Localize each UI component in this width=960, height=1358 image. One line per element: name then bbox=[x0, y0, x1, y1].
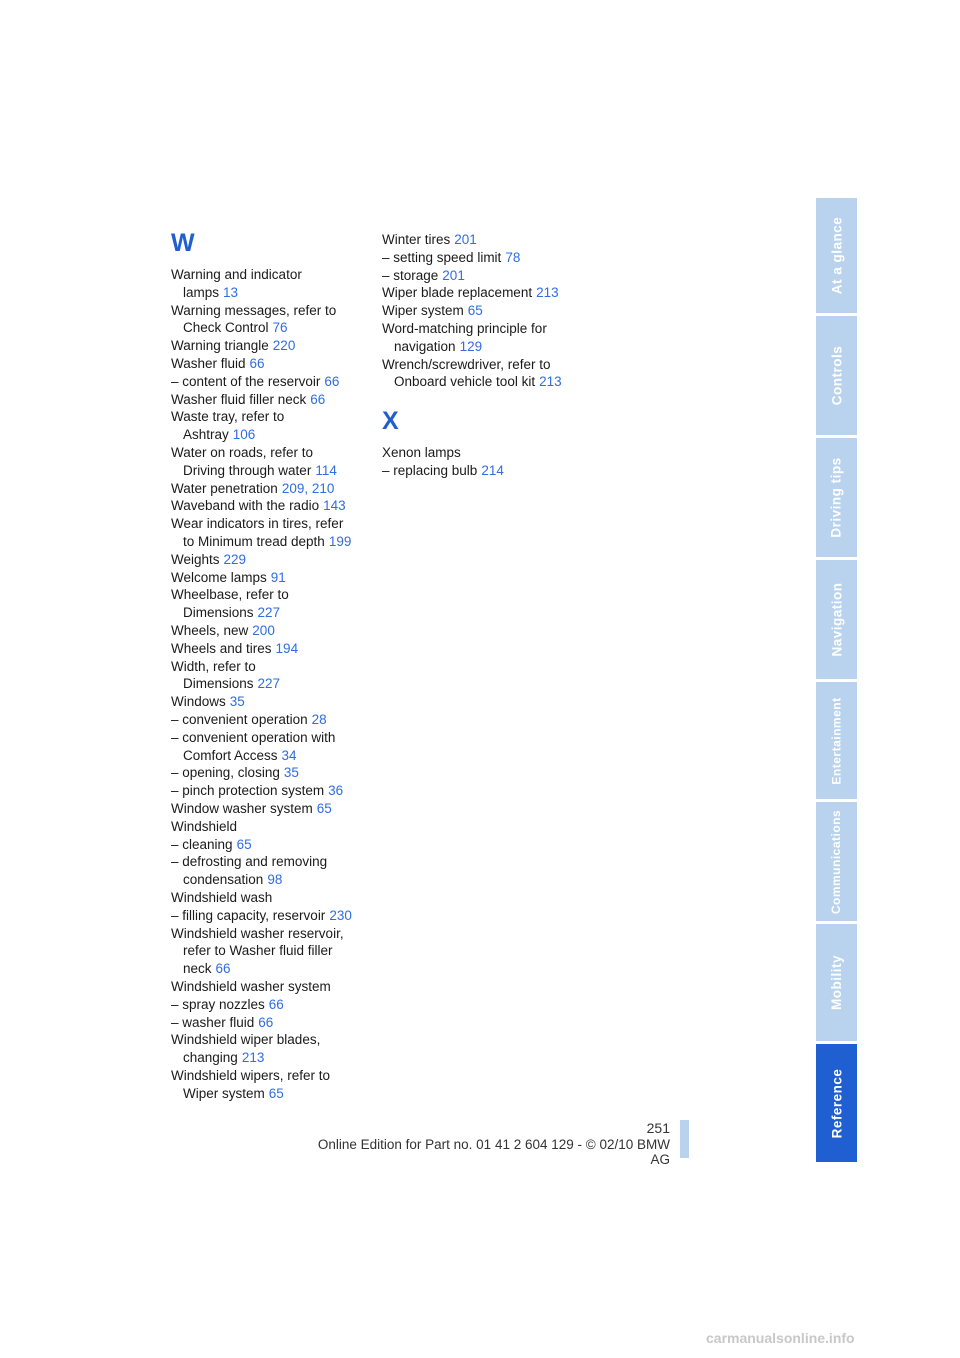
index-entry bbox=[171, 497, 346, 515]
chapter-tab-label: Mobility bbox=[829, 955, 844, 1010]
page-reference-link[interactable]: 78 bbox=[505, 249, 521, 265]
section-letter-w: W bbox=[171, 229, 195, 257]
page-reference-link[interactable]: 201 bbox=[454, 232, 477, 247]
entry-term: Wiper blade replacement 213 bbox=[382, 285, 559, 301]
entry-term: Windshield wash bbox=[171, 890, 273, 905]
page-reference-link[interactable]: 129 bbox=[459, 338, 483, 354]
entry-continuation: Dimensions bbox=[183, 676, 254, 692]
chapter-tab-label: Communications bbox=[829, 809, 844, 914]
index-entry bbox=[382, 302, 483, 320]
page-reference-link[interactable]: 106 bbox=[232, 427, 256, 443]
index-entry bbox=[382, 249, 520, 267]
page-reference-link[interactable]: 91 bbox=[270, 569, 286, 585]
entry-term: Windshield bbox=[171, 818, 238, 834]
entry-continuation: Comfort Access bbox=[183, 747, 278, 763]
index-entry bbox=[382, 231, 477, 249]
index-entry bbox=[171, 444, 337, 480]
page-reference-link[interactable]: 213 bbox=[536, 285, 559, 301]
entry-term: Windshield washer system bbox=[171, 979, 331, 994]
page-reference-link[interactable]: 66 bbox=[268, 996, 284, 1012]
entry-line bbox=[171, 319, 336, 337]
index-entry bbox=[171, 551, 246, 569]
page-reference-link[interactable]: 213 bbox=[539, 374, 562, 390]
footer-bar bbox=[680, 1120, 689, 1158]
entry-line bbox=[171, 960, 344, 978]
index-entry bbox=[382, 320, 547, 356]
entry-continuation: refer to Washer fluid filler bbox=[183, 943, 333, 959]
index-entry bbox=[171, 996, 284, 1014]
entry-term: – cleaning 65 bbox=[171, 836, 252, 852]
chapter-tab-reference[interactable] bbox=[816, 1044, 857, 1162]
page-reference-link[interactable]: 143 bbox=[323, 498, 346, 514]
page-reference-link[interactable]: 214 bbox=[481, 462, 504, 478]
index-entry bbox=[171, 925, 344, 978]
entry-line bbox=[171, 1085, 330, 1103]
page-reference-link[interactable]: 229 bbox=[223, 551, 247, 567]
index-entry bbox=[171, 800, 332, 818]
index-entry bbox=[382, 356, 562, 392]
index-entry bbox=[171, 408, 284, 444]
section-letter-x: X bbox=[382, 407, 399, 435]
page-reference-link[interactable]: 65 bbox=[316, 801, 332, 816]
entry-continuation: lamps bbox=[183, 284, 220, 300]
entry-term: Wiper system 65 bbox=[382, 303, 483, 319]
index-entry bbox=[171, 907, 352, 925]
entry-term: Windshield wipers, refer to bbox=[171, 1068, 331, 1083]
page-reference-link[interactable]: 34 bbox=[281, 747, 297, 763]
entry-line bbox=[171, 426, 284, 444]
index-entry bbox=[171, 1014, 273, 1032]
entry-term: Width, refer to bbox=[171, 658, 256, 674]
page-reference-link[interactable]: 66 bbox=[249, 356, 265, 371]
chapter-tab-mobility[interactable] bbox=[816, 924, 857, 1041]
index-entry bbox=[171, 515, 351, 551]
entry-continuation: navigation bbox=[394, 338, 456, 354]
entry-term: Water penetration 209, 210 bbox=[171, 480, 335, 496]
index-entry bbox=[171, 337, 295, 355]
entry-line bbox=[171, 604, 289, 622]
entry-term: Windshield washer reservoir, bbox=[171, 925, 344, 941]
entry-term: Waste tray, refer to bbox=[171, 409, 285, 425]
page-reference-link[interactable]: 66 bbox=[324, 373, 340, 389]
edition-footer: Online Edition for Part no. 01 41 2 604 129 - © 02/10 BMW AG bbox=[317, 1137, 670, 1167]
entry-term: Warning and indicator bbox=[171, 267, 302, 282]
chapter-tab-label: Controls bbox=[829, 345, 844, 406]
chapter-tab-label: Driving tips bbox=[829, 457, 845, 538]
entry-term: – spray nozzles 66 bbox=[171, 996, 284, 1012]
entry-term: – convenient operation with bbox=[171, 729, 336, 745]
page-reference-link[interactable]: 114 bbox=[315, 462, 337, 478]
entry-term: Washer fluid 66 bbox=[171, 356, 265, 371]
chapter-tab-controls[interactable] bbox=[816, 316, 857, 435]
entry-line bbox=[171, 1049, 320, 1067]
page-reference-link[interactable]: 209 bbox=[281, 480, 305, 496]
page-reference-link[interactable]: 35 bbox=[229, 694, 245, 710]
entry-term: Xenon lamps bbox=[382, 445, 461, 460]
chapter-tab-driving-tips[interactable] bbox=[816, 438, 857, 557]
entry-term: Waveband with the radio 143 bbox=[171, 498, 346, 514]
page-reference-link[interactable]: 227 bbox=[257, 605, 281, 621]
page-reference-link[interactable]: 66 bbox=[258, 1014, 274, 1030]
index-entry bbox=[382, 444, 461, 462]
index-entry bbox=[171, 729, 335, 765]
chapter-tab-navigation[interactable] bbox=[816, 560, 857, 679]
page-reference-link[interactable]: 66 bbox=[215, 961, 231, 977]
entry-term: Wear indicators in tires, refer bbox=[171, 516, 344, 532]
entry-line bbox=[171, 675, 280, 693]
entry-term: – defrosting and removing bbox=[171, 854, 328, 870]
chapter-tab-at-a-glance[interactable] bbox=[816, 198, 857, 313]
page-reference-link[interactable]: 213 bbox=[241, 1050, 265, 1066]
page-reference-link[interactable]: 76 bbox=[272, 320, 288, 336]
chapter-tab-label: Entertainment bbox=[829, 696, 844, 785]
page-separator: , bbox=[304, 480, 312, 496]
entry-continuation: changing bbox=[183, 1050, 238, 1066]
page-reference-link[interactable]: 210 bbox=[311, 480, 335, 496]
watermark-text: carmanualsonline.info bbox=[706, 1330, 855, 1346]
index-entry bbox=[171, 889, 272, 907]
entry-continuation: Check Control bbox=[183, 320, 269, 336]
entry-term: – opening, closing 35 bbox=[171, 765, 299, 781]
entry-line bbox=[171, 462, 337, 480]
chapter-tab-label: At a glance bbox=[829, 216, 844, 295]
entry-term: – content of the reservoir 66 bbox=[171, 373, 340, 389]
index-entry bbox=[171, 818, 237, 836]
page-reference-link[interactable]: 13 bbox=[223, 284, 239, 300]
page-reference-link[interactable]: 200 bbox=[252, 623, 275, 638]
page-reference-link[interactable]: 28 bbox=[311, 712, 327, 727]
index-entry bbox=[171, 391, 325, 409]
entry-continuation: Ashtray bbox=[183, 427, 229, 443]
page-reference-link[interactable]: 35 bbox=[283, 765, 299, 781]
entry-continuation: to Minimum tread depth bbox=[183, 533, 325, 549]
index-entry bbox=[382, 462, 504, 480]
entry-term: – washer fluid 66 bbox=[171, 1014, 274, 1030]
index-entry bbox=[171, 355, 265, 373]
index-entry bbox=[171, 480, 334, 498]
entry-line bbox=[382, 373, 562, 391]
entry-term: Windshield wiper blades, bbox=[171, 1032, 321, 1048]
entry-line bbox=[171, 284, 302, 302]
entry-continuation: Dimensions bbox=[183, 605, 254, 621]
entry-line bbox=[171, 747, 335, 765]
page-reference-link[interactable]: 36 bbox=[328, 783, 344, 799]
page-reference-link[interactable]: 199 bbox=[328, 533, 352, 549]
chapter-tab-label: Reference bbox=[829, 1068, 845, 1138]
entry-term: – setting speed limit 78 bbox=[382, 249, 521, 265]
index-entry bbox=[171, 1067, 330, 1103]
entry-term: Winter tires 201 bbox=[382, 232, 477, 247]
page-reference-link[interactable]: 227 bbox=[257, 676, 281, 692]
entry-term: Windows 35 bbox=[171, 694, 245, 710]
chapter-tab-label: Navigation bbox=[829, 582, 845, 657]
index-entry bbox=[171, 302, 336, 338]
index-entry bbox=[171, 782, 343, 800]
page-reference-link[interactable]: 230 bbox=[329, 907, 352, 923]
entry-line bbox=[171, 871, 327, 889]
page-reference-link[interactable]: 65 bbox=[268, 1085, 284, 1101]
page-reference-link[interactable]: 65 bbox=[467, 303, 483, 319]
page-reference-link[interactable]: 194 bbox=[275, 640, 299, 656]
entry-line bbox=[171, 942, 344, 960]
index-entry bbox=[171, 978, 331, 996]
entry-term: Water on roads, refer to bbox=[171, 445, 314, 460]
index-entry bbox=[171, 586, 289, 622]
chapter-tab-entertainment[interactable] bbox=[816, 682, 857, 799]
entry-term: – storage 201 bbox=[382, 267, 465, 283]
entry-term: Word-matching principle for bbox=[382, 321, 547, 336]
chapter-tab-communications[interactable] bbox=[816, 802, 857, 921]
entry-term: – replacing bulb 214 bbox=[382, 462, 504, 478]
entry-continuation: Wiper system bbox=[183, 1085, 265, 1101]
index-entry bbox=[171, 569, 286, 587]
page-reference-link[interactable]: 65 bbox=[236, 836, 252, 852]
entry-term: Window washer system 65 bbox=[171, 801, 332, 816]
entry-line bbox=[171, 533, 351, 551]
entry-term: – filling capacity, reservoir 230 bbox=[171, 907, 352, 923]
entry-term: Welcome lamps 91 bbox=[171, 569, 286, 585]
index-entry bbox=[171, 764, 299, 782]
entry-term: Warning messages, refer to bbox=[171, 302, 337, 318]
index-entry bbox=[171, 373, 339, 391]
entry-continuation: Driving through water bbox=[183, 462, 312, 478]
index-entry bbox=[171, 622, 275, 640]
index-entry bbox=[382, 267, 465, 285]
index-entry bbox=[171, 658, 280, 694]
entry-continuation: Onboard vehicle tool kit bbox=[394, 374, 536, 390]
page-reference-link[interactable]: 66 bbox=[310, 391, 326, 407]
index-entry bbox=[171, 1031, 320, 1067]
index-entry bbox=[171, 693, 245, 711]
entry-term: Wheelbase, refer to bbox=[171, 587, 289, 603]
entry-line bbox=[382, 338, 547, 356]
entry-term: Washer fluid filler neck 66 bbox=[171, 391, 326, 407]
index-entry bbox=[171, 836, 252, 854]
index-entry bbox=[171, 640, 298, 658]
entry-term: Warning triangle 220 bbox=[171, 338, 296, 354]
entry-term: – pinch protection system 36 bbox=[171, 783, 344, 799]
page-reference-link[interactable]: 220 bbox=[272, 338, 296, 354]
entry-term: Wrench/screwdriver, refer to bbox=[382, 356, 551, 372]
entry-term: Weights 229 bbox=[171, 551, 247, 567]
page-reference-link[interactable]: 201 bbox=[442, 267, 465, 283]
index-entry bbox=[171, 711, 327, 729]
index-entry bbox=[171, 266, 302, 302]
entry-term: Wheels and tires 194 bbox=[171, 640, 299, 656]
index-entry bbox=[171, 853, 327, 889]
entry-continuation: neck bbox=[183, 961, 212, 977]
entry-term: Wheels, new 200 bbox=[171, 623, 275, 638]
entry-term: – convenient operation 28 bbox=[171, 712, 327, 727]
page-number: 251 bbox=[646, 1120, 670, 1136]
entry-continuation: condensation bbox=[183, 872, 264, 888]
page-reference-link[interactable]: 98 bbox=[267, 872, 283, 888]
index-entry bbox=[382, 284, 559, 302]
